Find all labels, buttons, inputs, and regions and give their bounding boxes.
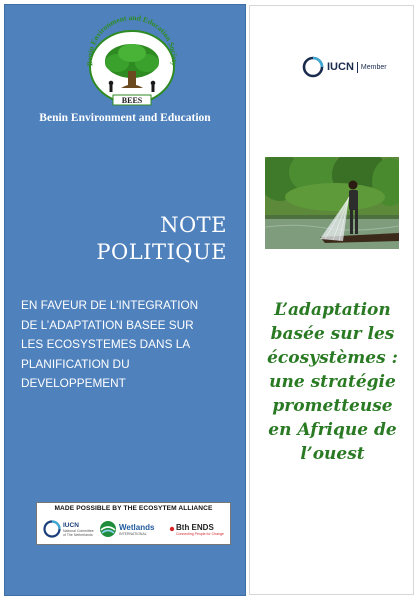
cover-right-panel bbox=[249, 5, 414, 595]
subtitle bbox=[21, 296, 236, 394]
headline-line: en Afrique de bbox=[268, 420, 397, 440]
organization-name: Benin Environment and Education bbox=[39, 112, 211, 124]
partner-subtitle: INTERNATIONAL bbox=[119, 531, 147, 536]
fisherman-photo bbox=[265, 157, 399, 249]
partner-name: Bth ENDS bbox=[176, 522, 214, 532]
subtitle-line: DEVELOPPEMENT bbox=[21, 376, 126, 390]
subtitle-line: DE L’ADAPTATION BASEE SUR bbox=[21, 317, 194, 332]
partner-name: IUCN bbox=[63, 521, 79, 529]
subtitle-line: PLANIFICATION DU bbox=[21, 356, 130, 371]
wetlands-logo-icon bbox=[99, 520, 117, 538]
svg-text:Benin Environment and Educatio: Benin Environment and Education Society bbox=[84, 13, 180, 67]
iucn-logo-icon bbox=[302, 56, 324, 78]
alliance-title: MADE POSSIBLE BY THE ECOSYTEM ALLIANCE bbox=[54, 505, 213, 512]
ecosystem-alliance-box bbox=[36, 502, 231, 545]
svg-text:BEES: BEES bbox=[121, 96, 143, 105]
partner-iucn-nl bbox=[43, 517, 97, 541]
partner-subtitle: National Committee of The Netherlands bbox=[63, 528, 94, 537]
fisherman-photo-image bbox=[265, 157, 399, 249]
note-title-line-2: POLITIQUE bbox=[96, 240, 227, 264]
note-title-line-1: NOTE bbox=[160, 213, 227, 237]
bees-logo bbox=[81, 11, 183, 109]
bees-tree-icon bbox=[81, 11, 183, 109]
iucn-logo-icon bbox=[43, 520, 61, 538]
partner-subtitle: Connecting People for Change bbox=[176, 531, 224, 536]
headline-line: une stratégie bbox=[269, 372, 396, 392]
partner-wetlands bbox=[99, 517, 154, 541]
headline-line: prometteuse bbox=[272, 396, 393, 416]
iucn-member-badge bbox=[302, 50, 387, 84]
iucn-divider bbox=[357, 62, 358, 73]
headline-line: basée sur les bbox=[270, 324, 395, 344]
headline-line: l’ouest bbox=[300, 444, 365, 464]
subtitle-line: LES ECOSYSTEMES DANS LA bbox=[21, 337, 191, 351]
cover-left-panel bbox=[5, 5, 245, 595]
both-ends-logo-icon bbox=[169, 520, 175, 538]
headline-line: écosystèmes : bbox=[267, 348, 398, 368]
iucn-name: IUCN bbox=[327, 61, 354, 73]
headline bbox=[255, 298, 410, 466]
subtitle-line: EN FAVEUR DE L’INTEGRATION bbox=[21, 298, 199, 312]
partner-both-ends bbox=[169, 517, 224, 541]
iucn-member-label: Member bbox=[360, 63, 387, 71]
note-title bbox=[96, 212, 227, 266]
partner-name: Wetlands bbox=[119, 522, 155, 532]
headline-line: L’adaptation bbox=[274, 300, 391, 320]
